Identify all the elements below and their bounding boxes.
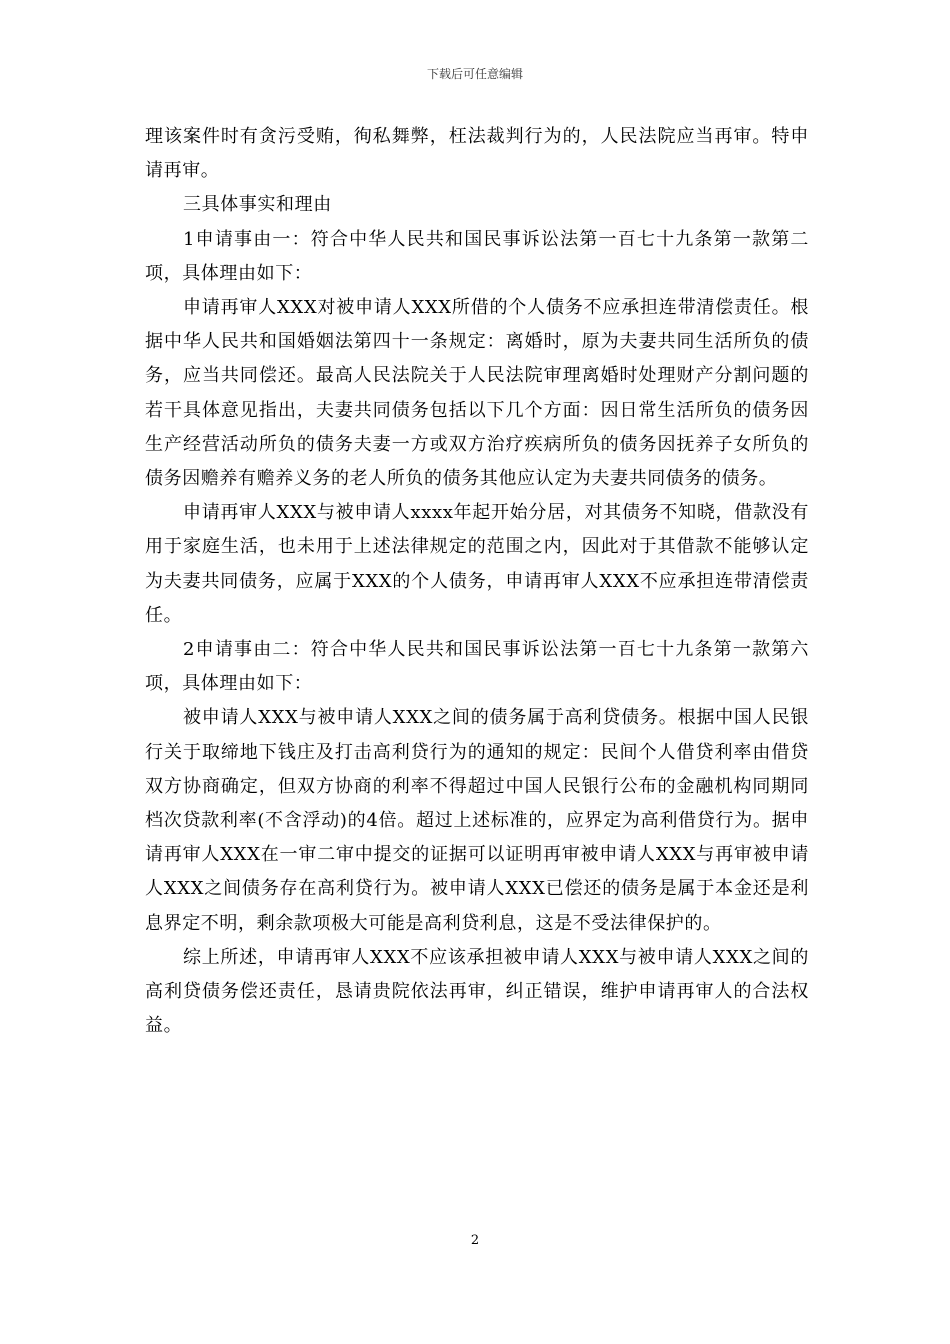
reason-one-heading: 1申请事由一：符合中华人民共和国民事诉讼法第一百七十九条第一款第二项，具体理由如下：: [145, 228, 809, 284]
paragraph-continuation: 理该案件时有贪污受贿，徇私舞弊，枉法裁判行为的，人民法院应当再审。特申请再审。: [145, 126, 809, 182]
document-body: [145, 120, 809, 1043]
page-header: 下载后可任意编辑: [426, 67, 523, 81]
paragraph-separation: 申请再审人XXX与被申请人xxxx年起开始分居，对其债务不知晓，借款没有用于家庭生活，也未用于上述法律规定的范围之内，因此对于其借款不能够认定为夫妻共同债务，应属于XXX的个人债务，申请再审人XXX不应承担连带清偿责任。: [145, 502, 809, 626]
section-heading: 三具体事实和理由: [183, 194, 332, 216]
page-number: 2: [470, 1233, 480, 1248]
paragraph-conclusion: 综上所述，申请再审人XXX不应该承担被申请人XXX与被申请人XXX之间的高利贷债务偿还责任，恳请贵院依法再审，纠正错误，维护申请再审人的合法权益。: [145, 946, 809, 1037]
paragraph-usury: 被申请人XXX与被申请人XXX之间的债务属于高利贷债务。根据中国人民银行关于取缔地下钱庄及打击高利贷行为的通知的规定：民间个人借贷利率由借贷双方协商确定，但双方协商的利率不得超过中国人民银行公布的金融机构同期同档次贷款利率(不含浮动)的4倍。超过上述标准的，应界定为高利借贷行为。据申请再审人XXX在一审二审中提交的证据可以证明再审被申请人XXX与再审被申请人XXX之间债务存在高利贷行为。被申请人XXX已偿还的债务是属于本金还是利息界定不明，剩余款项极大可能是高利贷利息，这是不受法律保护的。: [145, 707, 809, 934]
reason-two-heading: 2申请事由二：符合中华人民共和国民事诉讼法第一百七十九条第一款第六项，具体理由如下：: [145, 639, 809, 695]
paragraph-debt-liability: 申请再审人XXX对被申请人XXX所借的个人债务不应承担连带清偿责任。根据中华人民共和国婚姻法第四十一条规定：离婚时，原为夫妻共同生活所负的债务，应当共同偿还。最高人民法院关于人民法院审理离婚时处理财产分割问题的若干具体意见指出，夫妻共同债务包括以下几个方面：因日常生活所负的债务因生产经营活动所负的债务夫妻一方或双方治疗疾病所负的债务因抚养子女所负的债务因赡养有赡养义务的老人所负的债务其他应认定为夫妻共同债务的债务。: [145, 297, 809, 490]
